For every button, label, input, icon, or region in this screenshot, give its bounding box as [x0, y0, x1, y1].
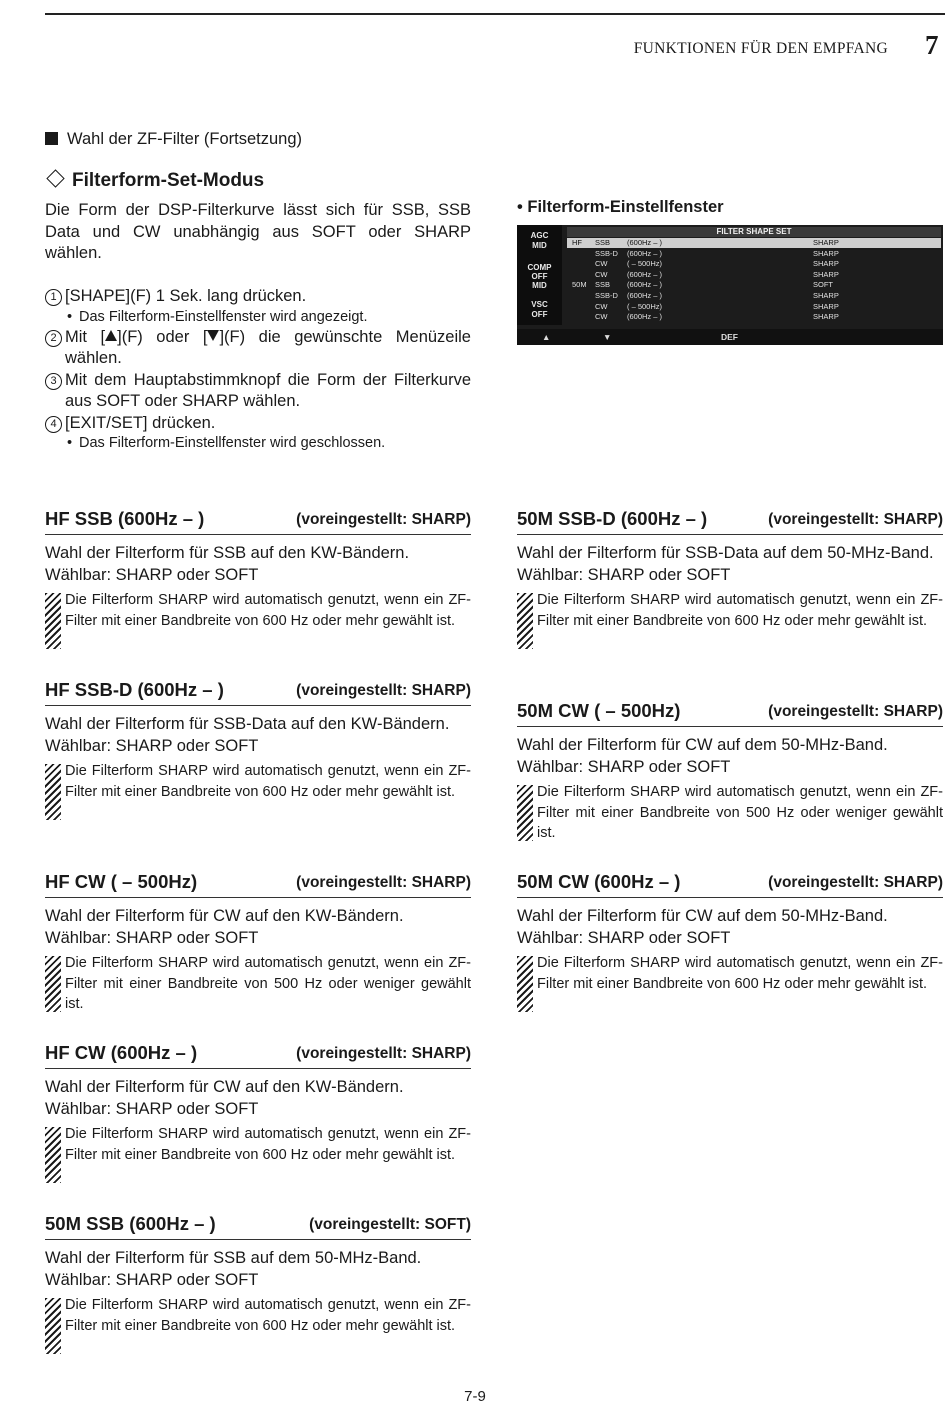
figure-caption: • Filterform-Einstellfenster	[517, 198, 724, 216]
screen-row-range: (600Hz – )	[627, 312, 663, 322]
setting-item-note	[45, 1124, 471, 1165]
setting-item-header	[517, 871, 943, 898]
step-1	[45, 286, 471, 308]
setting-item-desc-2: Wählbar: SHARP oder SOFT	[517, 757, 731, 776]
setting-item-desc-2: Wählbar: SHARP oder SOFT	[45, 565, 259, 584]
step-3	[45, 370, 471, 413]
down-arrow-icon	[207, 330, 219, 341]
chapter-title: FUNKTIONEN FÜR DEN EMPFANG	[633, 40, 888, 57]
screen-row-value: SHARP	[813, 269, 839, 279]
step-2-text-b: ](F) oder [	[117, 327, 208, 346]
setting-item-desc-1: Wahl der Filterform für CW auf dem 50-MHz-Band.	[517, 736, 888, 754]
side-agc-label: AGC	[530, 231, 549, 240]
screen-row-value: SHARP	[813, 301, 839, 311]
step-3-text: Mit dem Hauptabstimmknopf die Form der Filterkurve aus SOFT oder SHARP wählen.	[65, 370, 471, 410]
setting-item-description	[45, 543, 471, 586]
setting-item-note-text: Die Filterform SHARP wird automatisch genutzt, wenn ein ZF-Filter mit einer Bandbreite von 600 Hz oder mehr gewählt ist.	[537, 955, 943, 992]
square-bullet-icon	[45, 132, 58, 145]
setting-item-description	[517, 543, 943, 586]
setting-item-desc-1: Wahl der Filterform für SSB auf den KW-Bändern.	[45, 544, 410, 562]
screen-row-mode: SSB	[595, 238, 611, 247]
setting-item-title: 50M CW (600Hz – )	[517, 871, 681, 892]
side-agc-value: MID	[532, 241, 547, 250]
filter-shape-screen	[517, 225, 943, 345]
screen-row-mode: CW	[595, 301, 608, 311]
setting-item-desc-2: Wählbar: SHARP oder SOFT	[517, 565, 731, 584]
setting-item-note	[517, 782, 943, 844]
setting-item-title: HF SSB-D (600Hz – )	[45, 679, 224, 700]
step-number-4: 4	[45, 416, 62, 433]
section-heading-text: Wahl der ZF-Filter (Fortsetzung)	[67, 130, 303, 148]
step-1-bullet: • Das Filterform-Einstellfenster wird angezeigt.	[45, 308, 471, 327]
step-4-text: [EXIT/SET] drücken.	[65, 413, 216, 432]
screen-row-mode: SSB-D	[595, 248, 618, 258]
setting-item-desc-1: Wahl der Filterform für SSB auf dem 50-MHz-Band.	[45, 1249, 422, 1267]
setting-item	[45, 1042, 471, 1165]
screen-down-button[interactable]: ▼	[603, 332, 612, 342]
setting-item	[517, 700, 943, 844]
screen-row-range: ( – 500Hz)	[627, 259, 663, 269]
note-icon	[45, 1127, 61, 1183]
step-4-bullet: • Das Filterform-Einstellfenster wird geschlossen.	[45, 434, 471, 453]
setting-item-default: (voreingestellt: SHARP)	[768, 874, 943, 891]
setting-item-title: HF CW ( – 500Hz)	[45, 871, 198, 892]
setting-item-note	[517, 590, 943, 631]
setting-item-note-text: Die Filterform SHARP wird automatisch genutzt, wenn ein ZF-Filter mit einer Bandbreite von 500 Hz oder weniger gewählt ist.	[537, 784, 943, 841]
note-icon	[45, 956, 61, 1012]
screen-row-value: SOFT	[813, 280, 833, 290]
screen-row[interactable]	[567, 270, 941, 280]
setting-item-default: (voreingestellt: SHARP)	[296, 874, 471, 891]
screen-row-band: 50M	[572, 280, 587, 290]
setting-item-desc-2: Wählbar: SHARP oder SOFT	[517, 928, 731, 947]
setting-item-title: HF CW (600Hz – )	[45, 1042, 198, 1063]
step-2-text-a: Mit [	[65, 327, 106, 346]
screen-row-mode: CW	[595, 312, 608, 322]
screen-row-mode: SSB-D	[595, 291, 618, 300]
setting-item-note-text: Die Filterform SHARP wird automatisch genutzt, wenn ein ZF-Filter mit einer Bandbreite von 600 Hz oder mehr gewählt ist.	[65, 763, 471, 800]
setting-item-note	[45, 761, 471, 802]
setting-item-description	[45, 1077, 471, 1120]
screen-row-band: HF	[572, 238, 582, 247]
setting-item-description	[45, 1248, 471, 1291]
note-icon	[517, 785, 533, 841]
setting-item-note	[45, 953, 471, 1015]
step-4	[45, 413, 471, 435]
setting-item-title: 50M CW ( – 500Hz)	[517, 700, 681, 721]
page-number: 7-9	[464, 1388, 486, 1405]
setting-item-description	[517, 735, 943, 778]
chapter-number: 7	[925, 30, 939, 60]
section-heading	[45, 130, 302, 149]
setting-item-description	[45, 906, 471, 949]
screen-row-mode: SSB	[595, 280, 611, 290]
setting-item-desc-2: Wählbar: SHARP oder SOFT	[45, 736, 259, 755]
setting-item-desc-1: Wahl der Filterform für CW auf dem 50-MHz-Band.	[517, 907, 888, 925]
step-2-text-c: ](F) die gewünschte Menüzeile wählen.	[65, 327, 471, 367]
subheading	[45, 170, 264, 192]
up-arrow-icon	[105, 330, 117, 341]
step-2	[45, 327, 471, 370]
steps-list	[45, 286, 471, 453]
screen-title: FILTER SHAPE SET	[567, 227, 941, 237]
setting-item-title: 50M SSB (600Hz – )	[45, 1213, 216, 1234]
setting-item-title: 50M SSB-D (600Hz – )	[517, 508, 708, 529]
screen-row[interactable]	[567, 291, 941, 301]
screen-row-range: ( – 500Hz)	[627, 301, 663, 311]
setting-item-description	[45, 714, 471, 757]
setting-item-title: HF SSB (600Hz – )	[45, 508, 205, 529]
screen-up-button[interactable]: ▲	[542, 332, 551, 342]
setting-item-note	[517, 953, 943, 994]
subheading-text: Filterform-Set-Modus	[72, 170, 265, 191]
setting-item-default: (voreingestellt: SHARP)	[768, 703, 943, 720]
screen-side-panel	[517, 225, 562, 325]
setting-item-note-text: Die Filterform SHARP wird automatisch genutzt, wenn ein ZF-Filter mit einer Bandbreite von 600 Hz oder mehr gewählt ist.	[65, 592, 471, 629]
side-comp-value-1: OFF	[531, 272, 548, 281]
setting-item-desc-2: Wählbar: SHARP oder SOFT	[45, 1270, 259, 1289]
side-comp-label: COMP	[527, 263, 552, 272]
setting-item	[517, 508, 943, 631]
screen-row-range: (600Hz – )	[627, 248, 663, 258]
screen-row-mode: CW	[595, 259, 608, 269]
note-icon	[517, 956, 533, 1012]
side-vsc-value: OFF	[531, 310, 548, 319]
setting-item-note-text: Die Filterform SHARP wird automatisch genutzt, wenn ein ZF-Filter mit einer Bandbreite von 600 Hz oder mehr gewählt ist.	[537, 592, 943, 629]
setting-item	[517, 871, 943, 994]
step-number-2: 2	[45, 330, 62, 347]
setting-item-header	[45, 1213, 471, 1240]
screen-row-value: SHARP	[813, 248, 839, 258]
setting-item-desc-1: Wahl der Filterform für SSB-Data auf dem 50-MHz-Band.	[517, 544, 934, 562]
setting-item-default: (voreingestellt: SOFT)	[309, 1216, 471, 1233]
note-icon	[517, 593, 533, 649]
setting-item-desc-1: Wahl der Filterform für CW auf den KW-Bändern.	[45, 1078, 404, 1096]
setting-item	[45, 1213, 471, 1336]
screen-row-range: (600Hz – )	[627, 280, 663, 290]
setting-item-default: (voreingestellt: SHARP)	[296, 682, 471, 699]
setting-item-note-text: Die Filterform SHARP wird automatisch genutzt, wenn ein ZF-Filter mit einer Bandbreite von 600 Hz oder mehr gewählt ist.	[65, 1126, 471, 1163]
setting-item-description	[517, 906, 943, 949]
screen-row[interactable]	[567, 238, 941, 248]
screen-row-mode: CW	[595, 269, 608, 279]
setting-item-header	[517, 700, 943, 727]
screen-row-range: (600Hz – )	[627, 291, 663, 300]
screen-row-value: SHARP	[813, 259, 839, 269]
setting-item-desc-1: Wahl der Filterform für CW auf den KW-Bändern.	[45, 907, 404, 925]
screen-button-bar	[517, 329, 943, 345]
step-1-text: [SHAPE](F) 1 Sek. lang drücken.	[65, 287, 307, 305]
setting-item-header	[45, 1042, 471, 1069]
diamond-icon	[46, 169, 64, 187]
note-icon	[45, 1298, 61, 1354]
screen-row-range: (600Hz – )	[627, 269, 663, 279]
setting-item-default: (voreingestellt: SHARP)	[296, 1045, 471, 1062]
side-comp-value-2: MID	[532, 281, 547, 290]
screen-row[interactable]	[567, 302, 941, 312]
screen-row[interactable]	[567, 249, 941, 259]
screen-row-value: SHARP	[813, 291, 839, 300]
intro-paragraph: Die Form der DSP-Filterkurve lässt sich für SSB, SSB Data und CW unabhängig aus SOFT oder SHARP wählen.	[45, 201, 471, 262]
screen-row[interactable]	[567, 280, 941, 290]
setting-item-desc-2: Wählbar: SHARP oder SOFT	[45, 928, 259, 947]
setting-item	[45, 508, 471, 631]
step-number-3: 3	[45, 373, 62, 390]
screen-row-value: SHARP	[813, 312, 839, 322]
screen-row-range: (600Hz – )	[627, 238, 663, 247]
setting-item-note	[45, 590, 471, 631]
note-icon	[45, 593, 61, 649]
screen-row[interactable]	[567, 259, 941, 269]
setting-item-header	[45, 871, 471, 898]
setting-item-header	[517, 508, 943, 535]
setting-item-default: (voreingestellt: SHARP)	[296, 511, 471, 528]
screen-def-button[interactable]: DEF	[721, 332, 738, 342]
setting-item-default: (voreingestellt: SHARP)	[768, 511, 943, 528]
setting-item-desc-2: Wählbar: SHARP oder SOFT	[45, 1099, 259, 1118]
setting-item-header	[45, 679, 471, 706]
note-icon	[45, 764, 61, 820]
setting-item-note	[45, 1295, 471, 1336]
setting-item-desc-1: Wahl der Filterform für SSB-Data auf den KW-Bändern.	[45, 715, 450, 733]
setting-item-note-text: Die Filterform SHARP wird automatisch genutzt, wenn ein ZF-Filter mit einer Bandbreite von 500 Hz oder weniger gewählt ist.	[65, 955, 471, 1012]
setting-item-header	[45, 508, 471, 535]
side-vsc-label: VSC	[531, 300, 548, 309]
setting-item	[45, 871, 471, 1015]
screen-row-value: SHARP	[813, 238, 839, 247]
step-number-1: 1	[45, 289, 62, 306]
setting-item-note-text: Die Filterform SHARP wird automatisch genutzt, wenn ein ZF-Filter mit einer Bandbreite von 600 Hz oder mehr gewählt ist.	[65, 1297, 471, 1334]
screen-row[interactable]	[567, 312, 941, 322]
setting-item	[45, 679, 471, 802]
header-rule	[45, 13, 945, 15]
